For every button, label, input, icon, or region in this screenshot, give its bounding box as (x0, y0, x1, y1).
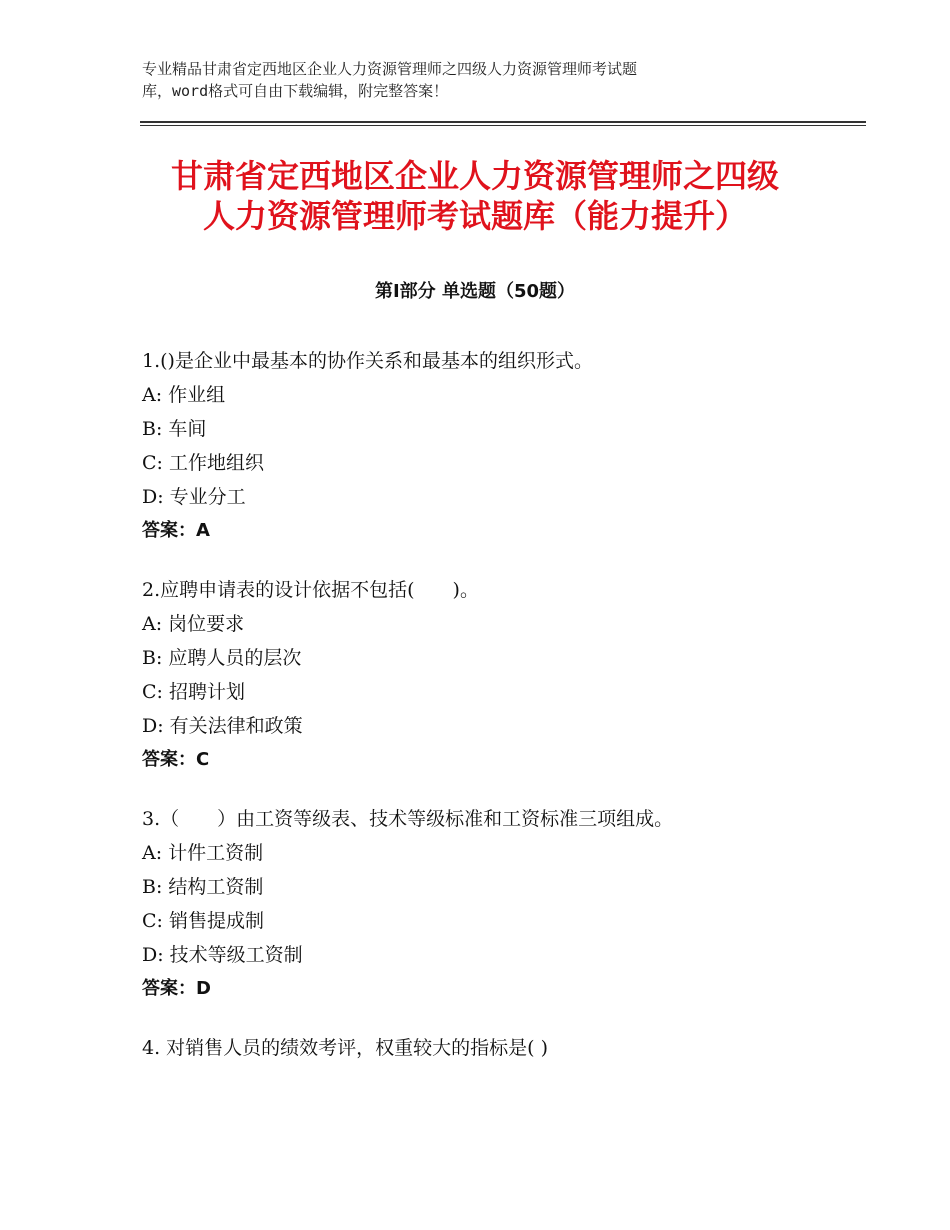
option-b: B: 应聘人员的层次 (142, 647, 302, 669)
question-list (142, 344, 862, 1090)
option-c: C: 招聘计划 (142, 681, 245, 703)
option-a: A: 作业组 (142, 384, 226, 406)
answer: 答案：D (142, 978, 211, 999)
option-c: C: 工作地组织 (142, 452, 264, 474)
option-c: C: 销售提成制 (142, 910, 264, 932)
option-d: D: 技术等级工资制 (142, 944, 303, 966)
answer: 答案：A (142, 520, 210, 541)
document-title-line-1: 甘肃省定西地区企业人力资源管理师之四级 (170, 157, 779, 195)
question-stem: 2.应聘申请表的设计依据不包括( )。 (142, 579, 479, 601)
question-1 (142, 344, 862, 548)
document-title-line-2: 人力资源管理师考试题库（能力提升） (202, 197, 747, 235)
answer: 答案：C (142, 749, 210, 770)
option-b: B: 车间 (142, 418, 207, 440)
option-d: D: 专业分工 (142, 486, 246, 508)
question-stem: 3.（ ）由工资等级表、技术等级标准和工资标准三项组成。 (142, 808, 674, 830)
option-b: B: 结构工资制 (142, 876, 264, 898)
header-note-line-1: 专业精品甘肃省定西地区企业人力资源管理师之四级人力资源管理师考试题 (142, 60, 638, 78)
option-a: A: 计件工资制 (142, 842, 264, 864)
option-a: A: 岗位要求 (142, 613, 245, 635)
header-note-line-2: 库，word格式可自由下载编辑，附完整答案！ (142, 82, 449, 100)
question-4 (142, 1031, 862, 1065)
document-title (0, 156, 950, 236)
question-stem: 4. 对销售人员的绩效考评，权重较大的指标是( ) (142, 1037, 549, 1059)
question-3 (142, 802, 862, 1006)
header-divider-thick (140, 121, 866, 123)
question-2 (142, 573, 862, 777)
header-divider-thin (140, 125, 866, 126)
header-note (142, 58, 822, 102)
option-d: D: 有关法律和政策 (142, 715, 303, 737)
question-stem: 1.()是企业中最基本的协作关系和最基本的组织形式。 (142, 350, 593, 372)
section-title: 第Ⅰ部分 单选题（50题） (374, 281, 575, 302)
